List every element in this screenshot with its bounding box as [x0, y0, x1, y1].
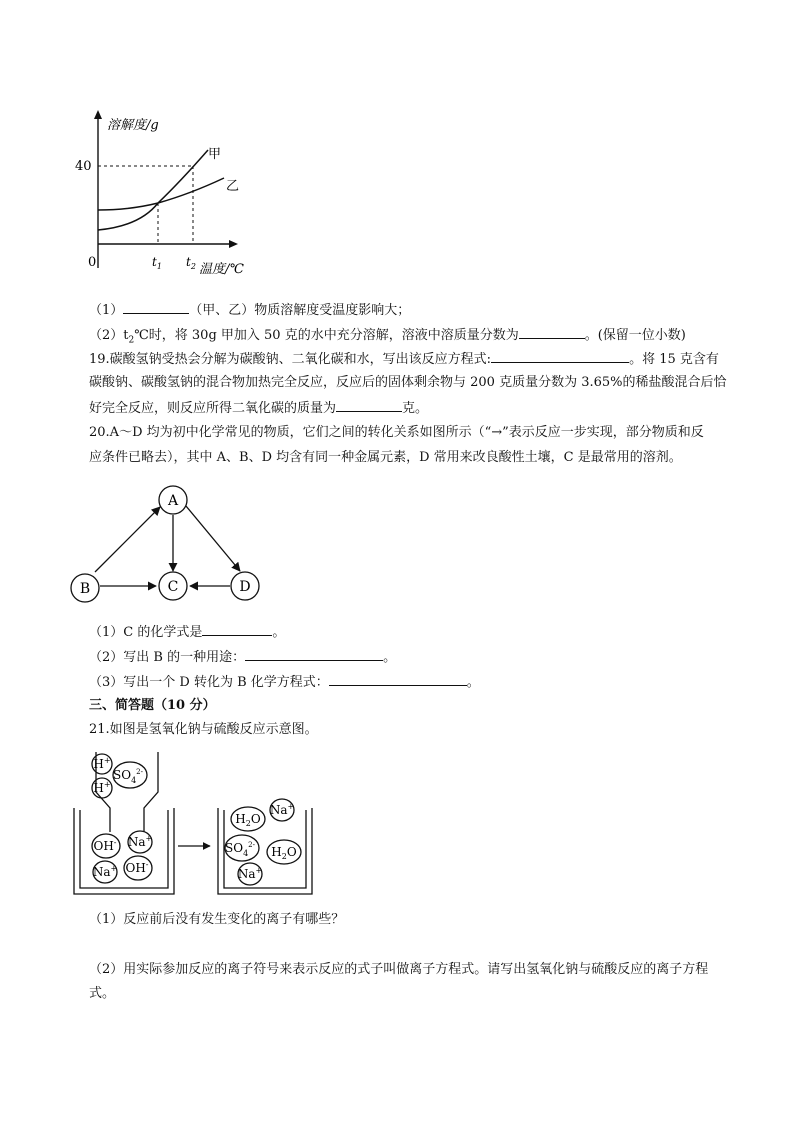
x-tick-t2: $t_2$ — [186, 255, 196, 271]
curve-jia-label: 甲 — [208, 147, 222, 162]
ion-na-label: Na+ — [92, 864, 118, 879]
answer-blank[interactable] — [329, 672, 467, 686]
q21-part2-line1: （2）用实际参加反应的离子符号来表示反应的式子叫做离子方程式。请写出氢氧化钠与硫酸反应的离子方程 — [89, 962, 709, 977]
answer-blank[interactable] — [202, 622, 272, 636]
q20-part1: （1）C 的化学式是 。 — [89, 622, 285, 642]
q19-line1: 19.碳酸氢钠受热会分解为碳酸钠、二氧化碳和水，写出该反应方程式: 。将 15 克含有 — [89, 349, 719, 369]
arrow-a-to-d — [186, 506, 240, 571]
q21-intro: 21.如图是氢氧化钠与硫酸反应示意图。 — [89, 722, 318, 737]
ion-h-label: H+ — [93, 780, 111, 795]
ion-oh-label: OH- — [93, 838, 117, 853]
beaker-left — [74, 808, 174, 894]
x-axis-label: 温度/℃ — [199, 262, 244, 277]
arrow-b-to-a — [95, 507, 160, 572]
answer-blank[interactable] — [336, 398, 402, 412]
x-axis-arrow — [229, 240, 238, 248]
ion-na-label: Na+ — [269, 802, 295, 817]
q21-part1: （1）反应前后没有发生变化的离子有哪些？ — [89, 912, 345, 927]
answer-blank[interactable] — [245, 647, 383, 661]
curve-yi-label: 乙 — [226, 179, 240, 194]
q19-line3: 好完全反应，则反应所得二氧化碳的质量为 克。 — [89, 398, 428, 418]
q20-line1: 20.A～D 均为初中化学常见的物质，它们之间的转化关系如图所示（“→”表示反应一步实现，部分物质和反 — [89, 425, 704, 440]
section-3-title: 三、简答题（10 分） — [89, 698, 216, 713]
node-a-label: A — [167, 493, 179, 509]
ion-na-label: Na+ — [127, 834, 153, 849]
answer-blank[interactable] — [519, 325, 585, 339]
node-d-label: D — [239, 579, 251, 595]
ion-so4-label: $SO_4^{2-}$ — [113, 768, 143, 785]
conversion-diagram — [60, 480, 280, 610]
x-tick-t1: $t_1$ — [152, 255, 162, 271]
ion-oh-label: OH- — [125, 860, 149, 875]
q21-part2-line2: 式。 — [89, 986, 116, 1001]
answer-blank[interactable] — [123, 300, 189, 314]
molecule-h2o-label: $H_2O$ — [271, 845, 297, 861]
ion-h-label: H+ — [93, 756, 111, 771]
q18-part1: （1） （甲、乙）物质溶解度受温度影响大； — [89, 300, 410, 320]
q20-line2: 应条件已略去），其中 A、B、D 均含有同一种金属元素，D 常用来改良酸性土壤，C 是最常用的溶剂。 — [89, 450, 682, 465]
answer-blank[interactable] — [491, 349, 629, 363]
q18-part2: $(2)t_2℃$时，将 30g 甲加入 50 克的水中充分溶解，溶液中溶质量分数为 。(保留一位小数) — [89, 325, 686, 350]
curve-jia — [98, 150, 208, 230]
node-c-label: C — [167, 579, 179, 595]
ion-so4-label: $SO_4^{2-}$ — [225, 841, 255, 858]
q20-part3: （3）写出一个 D 转化为 B 化学方程式： 。 — [89, 672, 480, 692]
solubility-chart — [70, 108, 270, 280]
q19-line2: 碳酸钠、碳酸氢钠的混合物加热完全反应，反应后的固体剩余物与 200 克质量分数为 3.65%的稀盐酸混合后恰 — [89, 375, 727, 390]
y-tick-40: 40 — [75, 159, 92, 174]
q20-part2: （2）写出 B 的一种用途： 。 — [89, 647, 396, 667]
ion-na-label: Na+ — [237, 866, 263, 881]
y-axis-arrow — [94, 110, 102, 119]
node-b-label: B — [79, 581, 91, 597]
origin-label: 0 — [88, 255, 97, 270]
molecule-h2o-label: $H_2O$ — [235, 812, 261, 828]
y-axis-label: 溶解度/g — [107, 118, 159, 133]
curve-yi — [98, 178, 224, 210]
reaction-diagram — [70, 748, 330, 898]
